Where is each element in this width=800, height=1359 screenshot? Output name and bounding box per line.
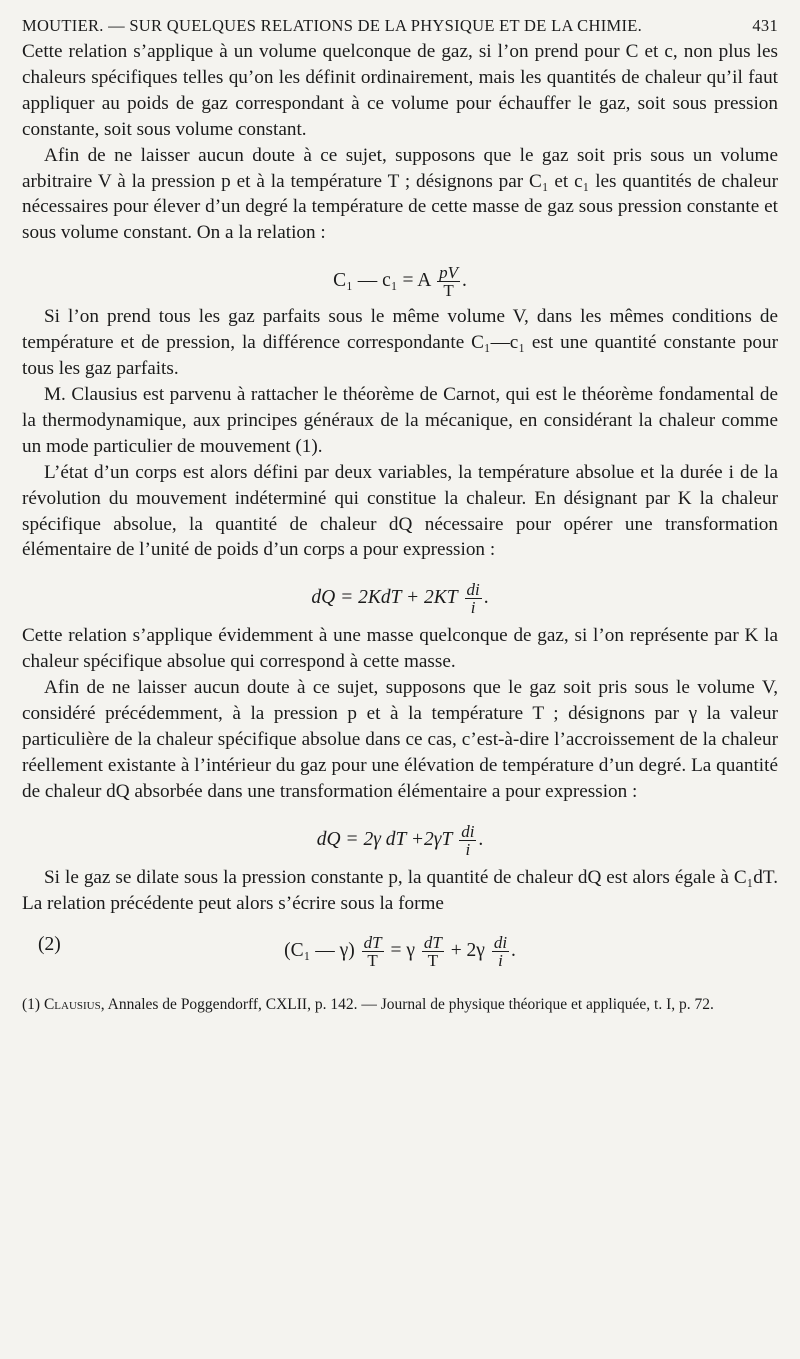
paragraph-8: Si le gaz se dilate sous la pression constante p, la quantité de chaleur dQ est alors égale à C₁dT. La relation précédente peut alors s’écrire sous la forme	[22, 866, 778, 914]
equation-1	[22, 246, 778, 304]
equation-1-lhs: C₁ — c₁ = A	[333, 270, 431, 292]
equation-4-denominator-3: i	[498, 951, 503, 971]
equation-4-fraction-2	[422, 934, 444, 969]
equation-2-end: .	[483, 587, 489, 609]
equation-3-numerator: di	[461, 821, 475, 841]
equation-2-numerator: di	[466, 580, 480, 600]
equation-4-numerator-3: di	[493, 933, 508, 953]
equation-2	[22, 563, 778, 623]
paragraph-2: Afin de ne laisser aucun doute à ce sujet, supposons que le gaz soit pris sous un volume arbitraire V à la pression p et à la température T ; désignons par C₁ et c₁ les quantités de chaleur nécessaires pour élever d’un degré la température de cette masse de gaz sous pression constante et sous volume constant. On a la relation :	[22, 144, 778, 244]
equation-4	[22, 916, 778, 976]
equation-4-middle: = γ	[390, 940, 415, 962]
equation-4-denominator-2: T	[427, 951, 439, 971]
equation-4-tag: (2)	[38, 934, 61, 956]
equation-3-denominator: i	[465, 839, 471, 859]
running-title: MOUTIER. — SUR QUELQUES RELATIONS DE LA PHYSIQUE ET DE LA CHIMIE.	[22, 16, 643, 35]
paragraph-7: Afin de ne laisser aucun doute à ce sujet, supposons que le gaz soit pris sous le volume V, considéré précédemment, à la pression p et à la température T ; désignons par γ la valeur particulière de la chaleur spécifique absolue dans ce cas, c’est-à-dire l’accroissement de la chaleur réellement existante à l’intérieur du gaz pour une élévation de température d’un degré. La quantité de chaleur dQ absorbée dans une transformation élémentaire a pour expression :	[22, 677, 778, 802]
equation-2-denominator: i	[470, 598, 476, 618]
equation-4-end: .	[511, 940, 516, 962]
page	[22, 14, 778, 1015]
paragraph-6: Cette relation s’applique évidemment à une masse quelconque de gaz, si l’on représente par K la chaleur spécifique absolue qui correspond à cette masse.	[22, 625, 778, 673]
equation-3-end: .	[478, 828, 484, 850]
footnote-author: Clausius	[43, 996, 101, 1014]
equation-2-lhs: dQ = 2KdT + 2KT	[311, 587, 458, 609]
equation-1-numerator: pV	[439, 263, 459, 283]
paragraph-4: M. Clausius est parvenu à rattacher le théorème de Carnot, qui est le théorème fondamental de la thermodynamique, aux principes généraux de la mécanique, en considérant la chaleur comme un mode particulier de mouvement (1).	[22, 383, 778, 457]
equation-4-denominator-1: T	[367, 951, 378, 971]
equation-3-lhs: dQ = 2γ dT +2γT	[316, 828, 453, 850]
equation-4-lhs: (C₁ — γ)	[284, 940, 355, 962]
running-head	[22, 14, 778, 36]
equation-1-denominator: T	[443, 281, 454, 301]
page-number: 431	[752, 16, 778, 35]
equation-2-fraction	[465, 581, 482, 616]
equation-4-plus: + 2γ	[450, 940, 485, 962]
paragraph-1: Cette relation s’applique à un volume quelconque de gaz, si l’on prend pour C et c, non plus les chaleurs spécifiques telles qu’on les définit ordinairement, mais les quantités de chaleur qu’il faut appliquer au poids de gaz correspondant à ce volume pour échauffer le gaz, soit sous pression constante, soit sous volume constant.	[22, 41, 778, 140]
footnote-text: , Annales de Poggendorff, CXLII, p. 142. — Journal de physique théorique et appliquée, t. I, p. 72.	[100, 996, 714, 1014]
footnote	[22, 994, 778, 1015]
equation-4-numerator-1: dT	[363, 933, 382, 953]
paragraph-5: L’état d’un corps est alors défini par deux variables, la température absolue et la durée i de la révolution du mouvement indéterminé qui constitue la chaleur. En désignant par K la chaleur spécifique absolue, la quantité de chaleur dQ nécessaire pour opérer une transformation élémentaire de l’unité de poids d’un corps a pour expression :	[22, 461, 778, 561]
equation-3	[22, 805, 778, 865]
footnote-marker: (1)	[22, 996, 41, 1014]
equation-4-fraction-3	[492, 934, 509, 969]
equation-3-fraction	[459, 823, 476, 858]
equation-1-end: .	[462, 270, 467, 292]
equation-1-fraction	[437, 264, 460, 299]
equation-4-fraction-1	[362, 934, 384, 969]
paragraph-3: Si l’on prend tous les gaz parfaits sous le même volume V, dans les mêmes conditions de température et de pression, la différence correspondante C₁—c₁ est une quantité constante pour tous les gaz parfaits.	[22, 306, 778, 380]
equation-4-numerator-2: dT	[423, 933, 442, 953]
